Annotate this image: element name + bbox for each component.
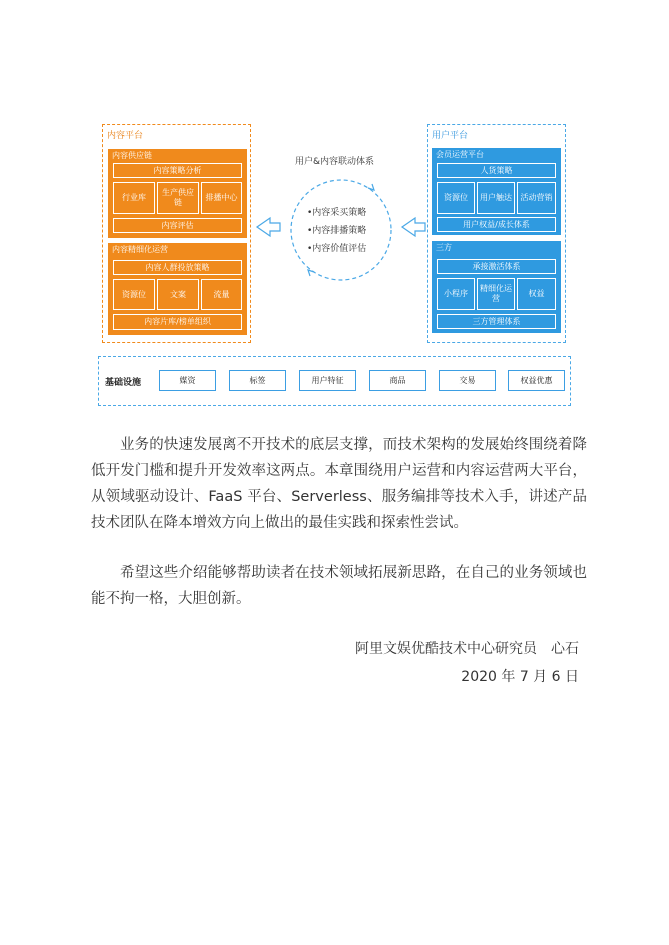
copywriting-cell: 文案 [157, 279, 199, 310]
infra-item-tag: 标签 [229, 370, 286, 391]
traffic-cell: 流量 [201, 279, 242, 310]
activation-system-cell: 承接激活体系 [437, 259, 556, 274]
content-evaluate-cell: 内容评估 [113, 218, 242, 233]
left-arrow-icon [257, 218, 280, 236]
content-library-cell: 内容片库/榜单组织 [113, 314, 242, 330]
member-ops-title: 会员运营平台 [436, 150, 484, 159]
linkage-item: •内容采买策略 [307, 208, 367, 218]
mini-program-cell: 小程序 [437, 278, 475, 310]
campaign-marketing-cell: 活动营销 [517, 182, 556, 214]
content-fine-ops-box [108, 243, 247, 335]
paragraph-1-text: 业务的快速发展离不开技术的底层支撑，而技术架构的发展始终围绕着降低开发门槛和提升开发效率这两点。本章围绕用户运营和内容运营两大平台，从领域驱动设计、FaaS 平台、Serverless、服务编排等技术入手，讲述产品技术团队在降本增效方向上做出的最佳实践和探索性尝试。 [91, 437, 587, 531]
people-goods-strategy-cell: 人货策略 [437, 163, 556, 178]
circle-arrow-icon [368, 184, 374, 190]
rights-cell: 权益 [517, 278, 556, 310]
linkage-item: •内容排播策略 [307, 226, 367, 236]
member-ops-box [432, 148, 561, 235]
user-reach-cell: 用户触达 [477, 182, 515, 214]
infra-item-user-feature: 用户特征 [299, 370, 356, 391]
fine-ops-cell: 精细化运营 [477, 278, 515, 310]
paragraph-1 [91, 432, 587, 536]
content-supply-chain-box [108, 149, 247, 238]
infra-item-media: 媒资 [159, 370, 216, 391]
production-supply-cell: 生产供应链 [157, 182, 199, 214]
content-supply-chain-title: 内容供应链 [112, 151, 152, 160]
linkage-item: •内容价值评估 [307, 244, 367, 254]
linkage-title: 用户&内容联动体系 [295, 157, 375, 167]
resource-slot-cell: 资源位 [113, 279, 155, 310]
infrastructure-label: 基础设施 [105, 378, 142, 388]
signature: 阿里文娱优酷技术中心研究员 心石 [355, 641, 579, 657]
industry-lib-cell: 行业库 [113, 182, 155, 214]
infra-item-trade: 交易 [439, 370, 496, 391]
third-party-title: 三方 [436, 243, 452, 252]
paragraph-2 [91, 560, 587, 612]
user-rights-growth-cell: 用户权益/成长体系 [437, 217, 556, 232]
content-strategy-cell: 内容策略分析 [113, 163, 242, 178]
paragraph-2-text: 希望这些介绍能够帮助读者在技术领域拓展新思路，在自己的业务领域也能不拘一格，大胆创新。 [91, 565, 587, 607]
user-platform-title: 用户平台 [432, 131, 469, 141]
infra-item-goods: 商品 [369, 370, 426, 391]
content-fine-ops-title: 内容精细化运营 [112, 245, 168, 254]
third-party-mgmt-cell: 三方管理体系 [437, 314, 556, 329]
scheduling-center-cell: 排播中心 [201, 182, 242, 214]
third-party-box [432, 241, 561, 333]
content-platform-title: 内容平台 [107, 131, 144, 141]
date: 2020 年 7 月 6 日 [461, 669, 579, 685]
infra-item-rights-discount: 权益优惠 [508, 370, 565, 391]
content-targeting-cell: 内容人群投放策略 [113, 260, 242, 275]
member-resource-slot-cell: 资源位 [437, 182, 475, 214]
right-arrow-left-pointing-icon [402, 218, 425, 236]
